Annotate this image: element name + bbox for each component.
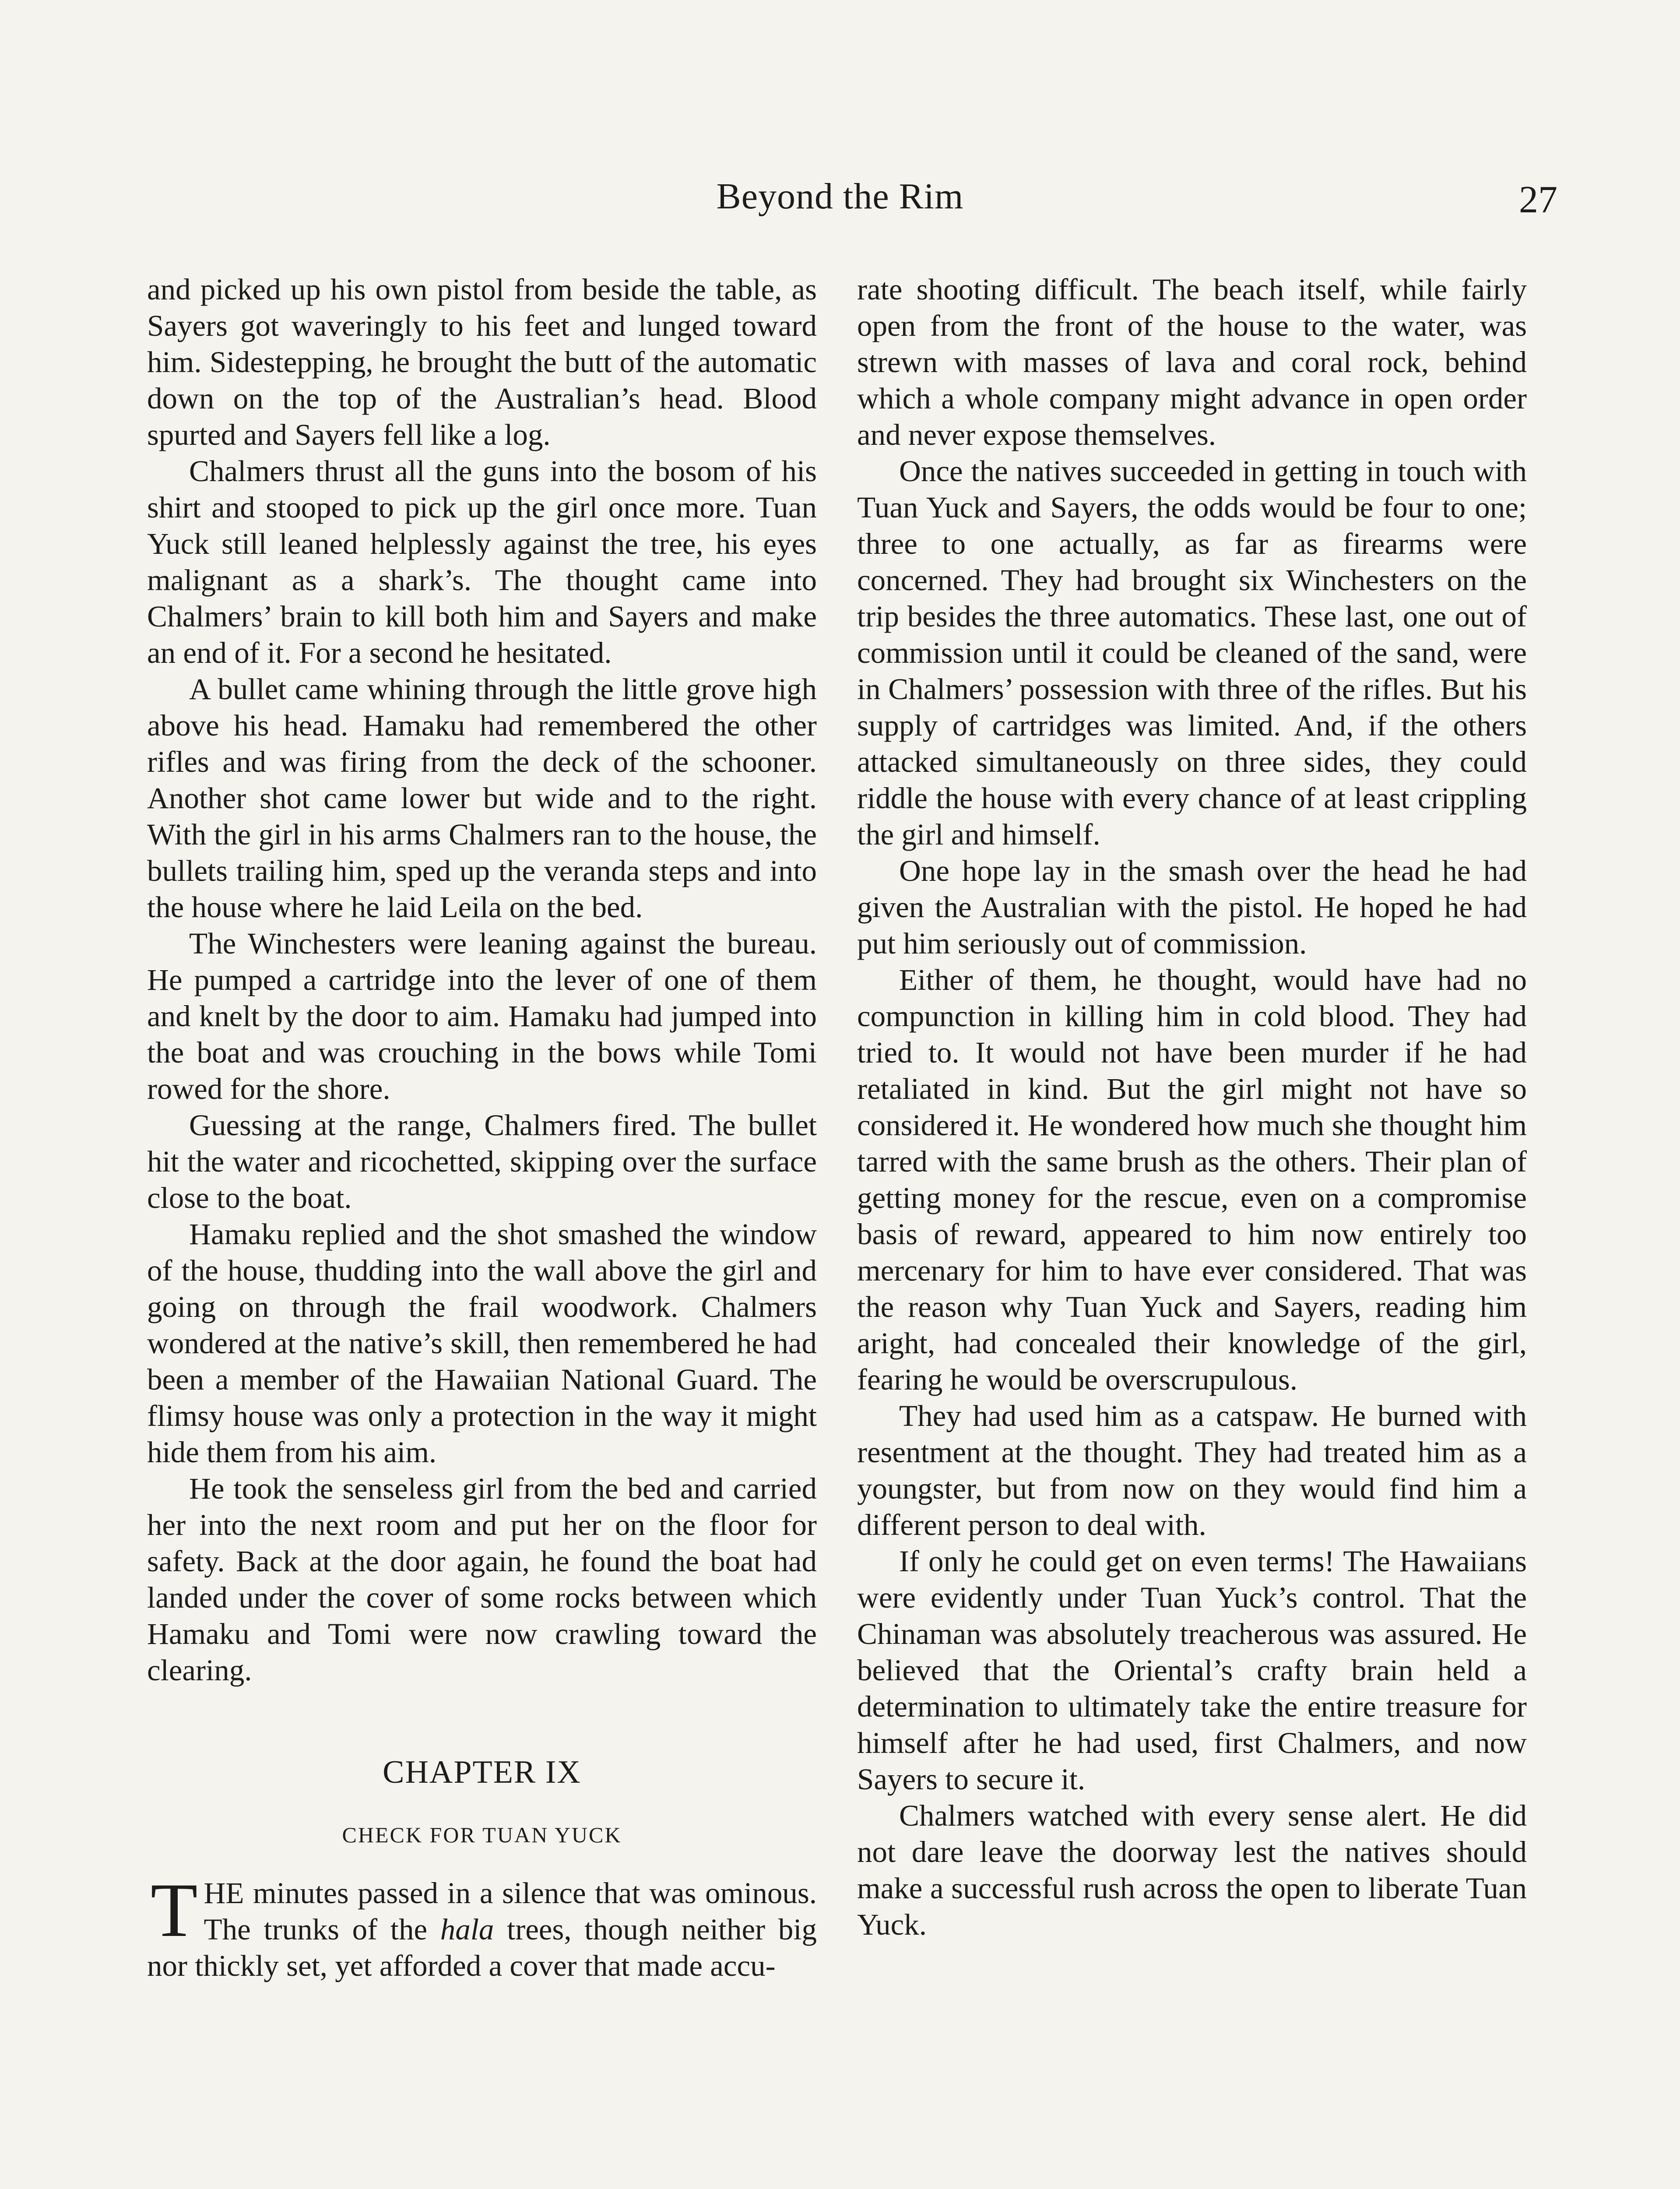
paragraph: Chalmers thrust all the guns into the bosom of his shirt and stooped to pick up the girl once more. Tuan Yuck still leaned helplessly against the tree, his eyes malignant as a shark’s. The thought came into Chalmers’ brain to kill both him and Sayers and make an end of it. For a second he hesitated. [147, 454, 817, 669]
paragraph-continuation: rate shooting difficult. The beach itself, while fairly open from the front of the house to the water, was strewn with masses of lava and coral rock, behind which a whole company might advance in open order and never expose themselves. [857, 273, 1527, 451]
left-column [147, 271, 817, 1984]
chapter-opening-text-continued: trees, though neither big nor thickly set, yet afforded a cover that made accu- [147, 1913, 817, 1982]
chapter-subtitle: CHECK FOR TUAN YUCK [342, 1823, 622, 1847]
page-number: 27 [1519, 179, 1557, 221]
chapter-opening-paragraph [147, 1868, 817, 1984]
paragraph: Guessing at the range, Chalmers fired. The bullet hit the water and ricochetted, skipping over the surface close to the boat. [147, 1109, 817, 1214]
paragraph: The Winchesters were leaning against the bureau. He pumped a cartridge into the lever of one of them and knelt by the door to aim. Hamaku had jumped into the boat and was crouching in the bows while Tomi rowed for the shore. [147, 927, 817, 1105]
paragraph: Hamaku replied and the shot smashed the window of the house, thudding into the wall above the girl and going on through the frail woodwork. Chalmers wondered at the native’s skill, then remembered he had been a member of the Hawaiian National Guard. The flimsy house was only a protection in the way it might hide them from his aim. [147, 1218, 817, 1469]
paragraph: One hope lay in the smash over the head he had given the Australian with the pistol. He hoped he had put him seriously out of commission. [857, 854, 1527, 960]
paragraph: A bullet came whining through the little grove high above his head. Hamaku had remembered the other rifles and was firing from the deck of the schooner. Another shot came lower but wide and to the right. With the girl in his arms Chalmers ran to the house, the bullets trailing him, sped up the veranda steps and into the house where he laid Leila on the bed. [147, 672, 817, 924]
paragraph: If only he could get on even terms! The Hawaiians were evidently under Tuan Yuck’s control. That the Chinaman was absolutely treacherous was assured. He believed that the Oriental’s crafty brain held a determination to ultimately take the entire treasure for himself after he had used, first Chalmers, and now Sayers to secure it. [857, 1545, 1527, 1796]
italic-word: hala [440, 1913, 494, 1946]
chapter-title: CHAPTER IX [383, 1754, 581, 1790]
paragraph: Either of them, he thought, would have had no compunction in killing him in cold blood. They had tried to. It would not have been murder if he had retaliated in kind. But the girl might not have so considered it. He wondered how much she thought him tarred with the same brush as the others. Their plan of getting money for the rescue, even on a compromise basis of reward, appeared to him now entirely too mercenary for him to have ever considered. That was the reason why Tuan Yuck and Sayers, reading him aright, had concealed their knowledge of the girl, fearing he would be overscrupulous. [857, 963, 1527, 1396]
chapter-opening-text: HE minutes passed in a silence that was ominous. The trunks of the [204, 1876, 817, 1946]
running-title: Beyond the Rim [716, 176, 964, 217]
paragraph: He took the senseless girl from the bed and carried her into the next room and put her on the floor for safety. Back at the door again, he found the boat had landed under the cover of some rocks between which Hamaku and Tomi were now crawling toward the clearing. [147, 1472, 817, 1687]
paragraph: and picked up his own pistol from beside the table, as Sayers got waveringly to his feet and lunged toward him. Sidestepping, he brought the butt of the automatic down on the top of the Australian’s head. Blood spurted and Sayers fell like a log. [147, 273, 817, 451]
right-column [857, 271, 1527, 1943]
paragraph: They had used him as a catspaw. He burned with resentment at the thought. They had treated him as a youngster, but from now on they would find him a different person to deal with. [857, 1399, 1527, 1541]
paragraph: Once the natives succeeded in getting in touch with Tuan Yuck and Sayers, the odds would be four to one; three to one actually, as far as firearms were concerned. They had brought six Winchesters on the trip besides the three automatics. These last, one out of commission until it could be cleaned of the sand, were in Chalmers’ possession with three of the rifles. But his supply of cartridges was limited. And, if the others attacked simultaneously on three sides, they could riddle the house with every chance of at least crippling the girl and himself. [857, 454, 1527, 851]
drop-cap: T [151, 1868, 198, 1953]
paragraph: Chalmers watched with every sense alert. He did not dare leave the doorway lest the natives should make a successful rush across the open to liberate Tuan Yuck. [857, 1799, 1527, 1941]
